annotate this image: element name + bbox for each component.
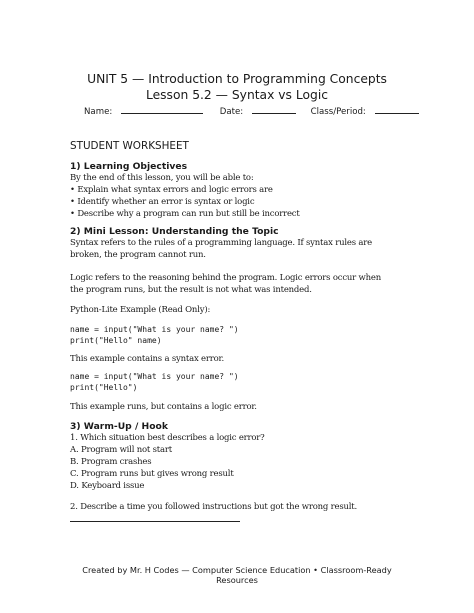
code-line: name = input("What is your name? "): [70, 325, 239, 334]
syntax-paragraph-line: broken, the program cannot run.: [70, 250, 206, 260]
student-info-line: [84, 104, 419, 117]
objective-item: • Identify whether an error is syntax or logic: [70, 197, 255, 207]
worksheet-label: STUDENT WORKSHEET: [70, 140, 189, 152]
class-period-label: Class/Period:: [310, 107, 366, 117]
footer-credit-continued: Resources: [216, 575, 258, 585]
answer-option: A. Program will not start: [70, 445, 172, 455]
answer-option: D. Keyboard issue: [70, 481, 145, 491]
lesson-title: Lesson 5.2 — Syntax vs Logic: [145, 88, 329, 102]
question-1: 1. Which situation best describes a logic error?: [70, 433, 265, 443]
section-heading-warm-up: 3) Warm-Up / Hook: [70, 421, 168, 432]
code-note: This example runs, but contains a logic error.: [70, 402, 257, 412]
code-note: This example contains a syntax error.: [70, 354, 224, 364]
logic-paragraph-line: Logic refers to the reasoning behind the program. Logic errors occur when: [70, 273, 381, 283]
objective-item: • Describe why a program can run but still be incorrect: [70, 209, 300, 219]
section-heading-objectives: 1) Learning Objectives: [70, 161, 188, 172]
objectives-intro: By the end of this lesson, you will be able to:: [70, 173, 254, 183]
objective-item: • Explain what syntax errors and logic errors are: [70, 185, 273, 195]
class-period-blank: [375, 104, 419, 114]
date-blank: [252, 104, 296, 114]
unit-title: UNIT 5 — Introduction to Programming Concepts: [87, 72, 387, 86]
syntax-paragraph-line: Syntax refers to the rules of a programming language. If syntax rules are: [70, 238, 372, 248]
name-label: Name:: [84, 107, 113, 117]
question-2: 2. Describe a time you followed instructions but got the wrong result.: [70, 502, 358, 512]
answer-line: [70, 521, 240, 522]
code-line: print("Hello" name): [70, 336, 162, 345]
answer-option: B. Program crashes: [70, 457, 152, 467]
logic-paragraph-line: the program runs, but the result is not what was intended.: [70, 285, 312, 295]
date-label: Date:: [219, 107, 244, 117]
code-line: name = input("What is your name? "): [70, 372, 239, 381]
section-heading-mini-lesson: 2) Mini Lesson: Understanding the Topic: [70, 226, 279, 237]
name-blank: [121, 104, 203, 114]
example-label: Python-Lite Example (Read Only):: [70, 305, 211, 315]
code-line: print("Hello"): [70, 383, 138, 392]
footer-credit: Created by Mr. H Codes — Computer Science Education • Classroom-Ready: [82, 565, 392, 575]
answer-option: C. Program runs but gives wrong result: [70, 469, 234, 479]
